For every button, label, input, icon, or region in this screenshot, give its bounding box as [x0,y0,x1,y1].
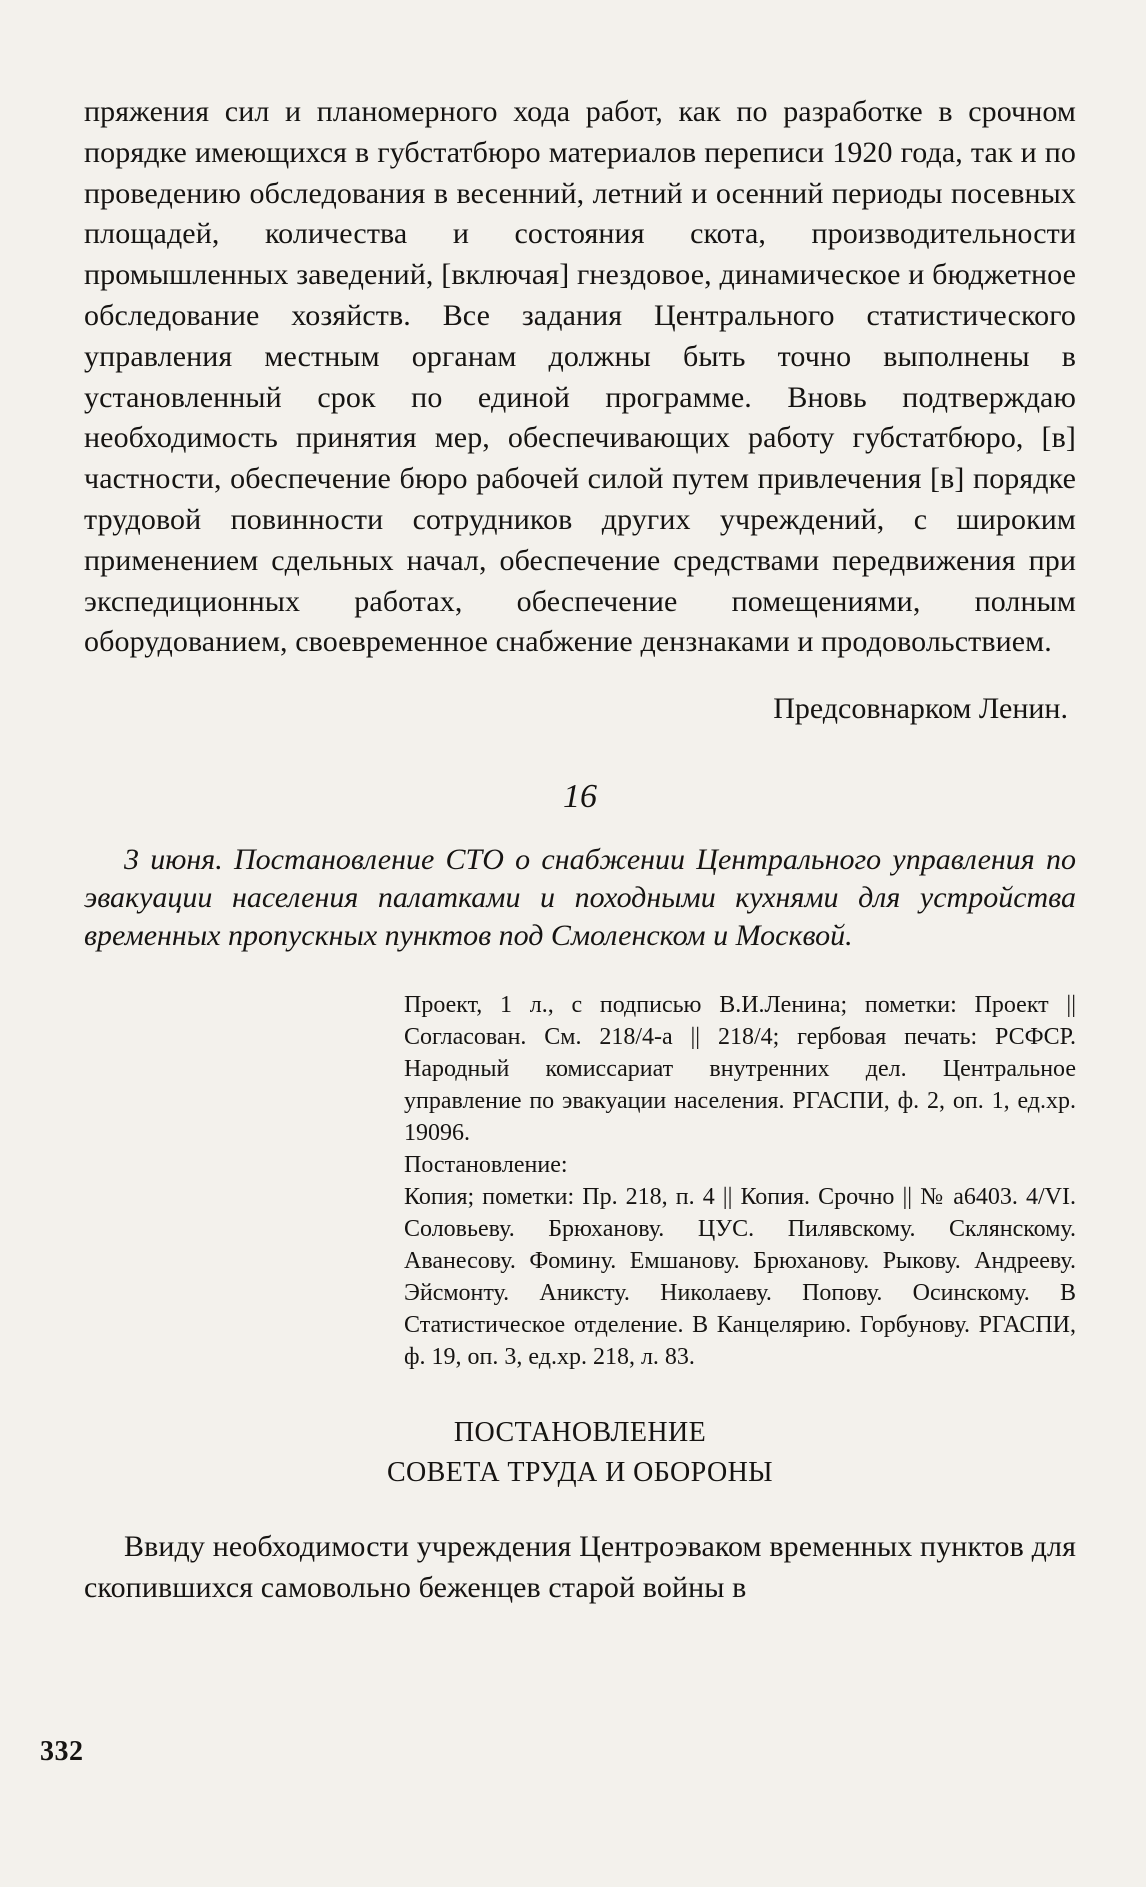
source-project: Проект, 1 л., с подписью В.И.Ленина; пометки: Проект || Согласован. См. 218/4-а || 218/4; гербовая печать: РСФСР. Народный комиссариат внутренних дел. Центральное управление по эвакуации населения. РГАСПИ, ф. 2, оп. 1, ед.хр. 19096. [404,992,1076,1147]
source-note [404,989,1076,1373]
resolution-title [84,1413,1076,1493]
document-heading: 3 июня. Постановление СТО о снабжении Центрального управления по эвакуации населения палатками и походными кухнями для устройства временных пропускных пунктов под Смоленском и Москвой. [84,843,1076,953]
source-label: Постановление: [404,1152,568,1179]
document-number: 16 [563,778,597,816]
page-content [84,92,1076,1609]
signature: Предсовнарком Ленин. [773,692,1068,726]
source-copy: Копия; пометки: Пр. 218, п. 4 || Копия. Срочно || № а6403. 4/VI. Соловьеву. Брюханову. ЦУС. Пилявскому. Склянскому. Аванесову. Фомину. Емшанову. Брюханову. Рыкову. Андрееву. Эйсмонту. Аниксту. Николаеву. Попову. Осинскому. В Статистическое отделение. В Канцелярию. Горбунову. РГАСПИ, ф. 19, оп. 3, ед.хр. 218, л. 83. [404,1184,1076,1371]
body-paragraph-bottom: Ввиду необходимости учреждения Центроэваком временных пунктов для скопившихся самовольно беженцев старой войны в [84,1530,1076,1604]
body-paragraph-top: пряжения сил и планомерного хода работ, как по разработке в срочном порядке имеющихся в губстатбюро материалов переписи 1920 года, так и по проведению обследования в весенний, летний и осенний периоды посевных площадей, количества и состояния скота, производительности промышленных заведений, [включая] гнездовое, динамическое и бюджетное обследование хозяйств. Все задания Центрального статистического управления местным органам должны быть точно выполнены в установленный срок по единой программе. Вновь подтверждаю необходимость принятия мер, обеспечивающих работу губстатбюро, [в] частности, обеспечение бюро рабочей силой путем привлечения [в] порядке трудовой повинности сотрудников других учреждений, с широким применением сдельных начал, обеспечение средствами передвижения при экспедиционных работах, обеспечение помещениями, полным оборудованием, своевременное снабжение дензнаками и продовольствием. [84,95,1076,659]
title-line-2: СОВЕТА ТРУДА И ОБОРОНЫ [386,1457,774,1489]
title-line-1: ПОСТАНОВЛЕНИЕ [453,1417,707,1449]
page-number: 332 [40,1736,84,1767]
